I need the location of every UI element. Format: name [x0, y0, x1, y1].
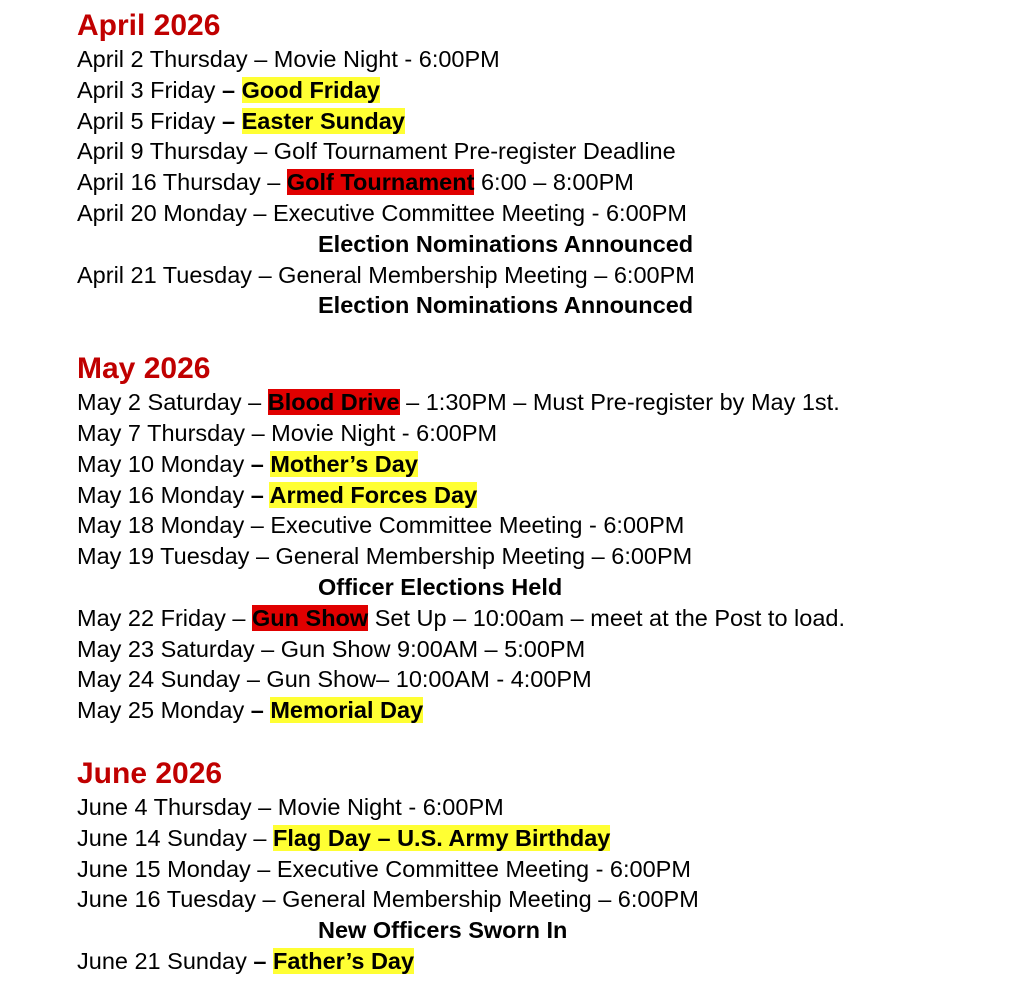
event-date-text: June 15 Monday – Executive Committee Meeting - 6:00PM [77, 855, 691, 882]
event-line [77, 634, 1017, 665]
event-calendar-document [77, 8, 1017, 977]
event-date-text: April 20 Monday – Executive Committee Meeting - 6:00PM [77, 199, 687, 226]
event-date-text: May 10 Monday [77, 450, 251, 477]
event-highlight: Mother’s Day [270, 450, 418, 477]
event-date-text: April 2 Thursday – Movie Night - 6:00PM [77, 46, 500, 72]
event-highlight: Easter Sunday [241, 107, 405, 134]
section-spacer [77, 321, 1017, 351]
event-highlight: Good Friday [241, 76, 380, 103]
event-line [77, 44, 1017, 75]
event-line [77, 664, 1017, 695]
event-date-text: April 16 Thursday – [77, 169, 287, 196]
event-separator: – [250, 450, 271, 477]
event-line [77, 260, 1017, 291]
event-highlight: Memorial Day [270, 697, 424, 724]
event-note [77, 229, 1017, 260]
event-line [77, 884, 1017, 915]
event-separator: – [221, 107, 242, 134]
event-line [77, 695, 1017, 726]
event-date-text: June 16 Tuesday – General Membership Meeting – 6:00PM [77, 886, 699, 913]
event-date-text: April 5 Friday [77, 107, 222, 134]
event-line [77, 480, 1017, 511]
event-date-text: May 23 Saturday – Gun Show 9:00AM – 5:00PM [77, 635, 586, 662]
event-line [77, 75, 1017, 106]
event-date-text: May 24 Sunday – Gun Show– 10:00AM - 4:00PM [77, 666, 592, 693]
event-line [77, 106, 1017, 137]
month-heading: June 2026 [77, 756, 223, 790]
month-heading: May 2026 [77, 352, 211, 386]
event-line [77, 510, 1017, 541]
event-note-text: New Officers Sworn In [318, 917, 568, 944]
event-note-text: Officer Elections Held [318, 573, 563, 600]
event-line [77, 449, 1017, 480]
event-highlight: Armed Forces Day [269, 481, 478, 508]
event-date-text: May 18 Monday – Executive Committee Meeting - 6:00PM [77, 512, 685, 539]
event-date-text: May 25 Monday [77, 697, 251, 724]
event-note [77, 290, 1017, 321]
event-date-text: June 14 Sunday – [77, 824, 273, 851]
event-line [77, 603, 1017, 634]
section-spacer [77, 726, 1017, 756]
event-detail-text: 6:00 – 8:00PM [474, 169, 634, 196]
event-separator: – [253, 947, 273, 974]
event-line [77, 136, 1017, 167]
month-heading: April 2026 [77, 9, 221, 42]
event-line [77, 418, 1017, 449]
event-date-text: April 3 Friday [77, 76, 222, 103]
event-line [77, 946, 1017, 977]
event-date-text: June 21 Sunday [77, 947, 254, 974]
event-date-text: April 9 Thursday – Golf Tournament Pre-register Deadline [77, 138, 676, 165]
event-separator: – [221, 76, 242, 103]
event-separator: – [250, 481, 270, 508]
event-highlight: Blood Drive [267, 389, 400, 416]
event-line [77, 198, 1017, 229]
event-date-text: May 16 Monday [77, 481, 251, 508]
event-detail-text: – 1:30PM – Must Pre-register by May 1st. [399, 389, 840, 416]
event-date-text: May 7 Thursday – Movie Night - 6:00PM [77, 419, 498, 446]
event-line [77, 792, 1017, 823]
event-line [77, 541, 1017, 572]
event-line [77, 854, 1017, 885]
event-date-text: May 22 Friday – [77, 604, 253, 631]
event-note-text: Election Nominations Announced [318, 230, 694, 257]
event-line [77, 823, 1017, 854]
event-detail-text: Set Up – 10:00am – meet at the Post to load. [368, 604, 846, 631]
event-separator: – [250, 697, 271, 724]
event-highlight: Flag Day – U.S. Army Birthday [273, 824, 611, 851]
event-highlight: Gun Show [252, 604, 369, 631]
event-note [77, 572, 1017, 603]
event-note [77, 915, 1017, 946]
event-line [77, 167, 1017, 198]
event-highlight: Golf Tournament [286, 169, 475, 196]
event-date-text: April 21 Tuesday – General Membership Meeting – 6:00PM [77, 261, 695, 288]
event-date-text: June 4 Thursday – Movie Night - 6:00PM [77, 793, 504, 820]
event-line [77, 387, 1017, 418]
event-date-text: May 2 Saturday – [77, 389, 268, 416]
event-date-text: May 19 Tuesday – General Membership Meeting – 6:00PM [77, 543, 693, 570]
event-note-text: Election Nominations Announced [318, 292, 694, 319]
event-highlight: Father’s Day [273, 947, 415, 974]
